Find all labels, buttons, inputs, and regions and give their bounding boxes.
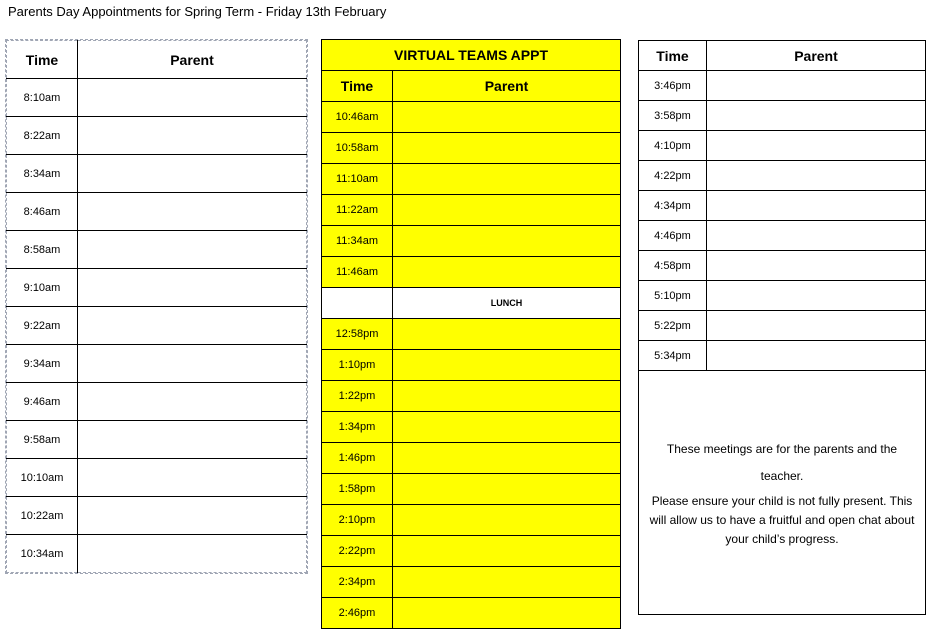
parent-name-cell[interactable] <box>393 102 621 133</box>
table-row <box>7 459 307 497</box>
parent-name-cell[interactable] <box>78 421 307 459</box>
table-row <box>7 383 307 421</box>
table-row <box>7 155 307 193</box>
parent-name-cell[interactable] <box>393 133 621 164</box>
table-row <box>639 161 926 191</box>
table-row <box>322 319 621 350</box>
slot-time: 4:34pm <box>639 191 707 221</box>
parent-name-cell[interactable] <box>393 505 621 536</box>
slot-time: 8:46am <box>7 193 78 231</box>
header-row <box>322 71 621 102</box>
table-row <box>322 381 621 412</box>
morning-schedule-table <box>6 40 307 573</box>
parent-name-cell[interactable] <box>78 231 307 269</box>
note-instructions: Please ensure your child is not fully present. This will allow us to have a fruitful and open chat about your child’s progress. <box>649 494 915 546</box>
parent-name-cell[interactable] <box>393 350 621 381</box>
parent-name-cell[interactable] <box>393 598 621 629</box>
parent-name-cell[interactable] <box>78 383 307 421</box>
slot-time: 8:34am <box>7 155 78 193</box>
parent-name-cell[interactable] <box>707 71 926 101</box>
parent-header: Parent <box>78 41 307 79</box>
slot-time: 1:22pm <box>322 381 393 412</box>
table-row <box>639 251 926 281</box>
slot-time: 4:46pm <box>639 221 707 251</box>
slot-time: 1:10pm <box>322 350 393 381</box>
slot-time: 5:22pm <box>639 311 707 341</box>
parent-name-cell[interactable] <box>78 307 307 345</box>
lunch-row <box>322 288 621 319</box>
parent-name-cell[interactable] <box>78 269 307 307</box>
virtual-teams-banner: VIRTUAL TEAMS APPT <box>322 40 621 71</box>
table-row <box>322 536 621 567</box>
note-cell <box>639 371 926 615</box>
slot-time: 10:58am <box>322 133 393 164</box>
table-row <box>639 311 926 341</box>
time-header: Time <box>322 71 393 102</box>
table-row <box>639 341 926 371</box>
slot-time: 10:46am <box>322 102 393 133</box>
parent-name-cell[interactable] <box>707 281 926 311</box>
slot-time: 9:58am <box>7 421 78 459</box>
virtual-teams-schedule-table <box>321 39 621 629</box>
slot-time: 11:10am <box>322 164 393 195</box>
table-row <box>7 345 307 383</box>
parent-name-cell[interactable] <box>393 381 621 412</box>
parent-name-cell[interactable] <box>707 101 926 131</box>
table-row <box>7 269 307 307</box>
parent-name-cell[interactable] <box>78 497 307 535</box>
header-row <box>639 41 926 71</box>
slot-time: 1:34pm <box>322 412 393 443</box>
table-row <box>322 164 621 195</box>
slot-time: 10:10am <box>7 459 78 497</box>
parent-name-cell[interactable] <box>707 251 926 281</box>
time-header: Time <box>7 41 78 79</box>
parent-name-cell[interactable] <box>707 191 926 221</box>
parent-name-cell[interactable] <box>78 535 307 573</box>
parent-name-cell[interactable] <box>707 311 926 341</box>
slot-time: 2:34pm <box>322 567 393 598</box>
note-audience: These meetings are for the parents and the teacher. <box>666 442 898 483</box>
slot-time: 3:58pm <box>639 101 707 131</box>
slot-time: 11:22am <box>322 195 393 226</box>
table-row <box>639 191 926 221</box>
table-row <box>7 497 307 535</box>
slot-time: 2:22pm <box>322 536 393 567</box>
table-row <box>322 195 621 226</box>
slot-time: 11:46am <box>322 257 393 288</box>
slot-time: 1:46pm <box>322 443 393 474</box>
virtual-slots <box>322 102 621 629</box>
slot-time: 8:10am <box>7 79 78 117</box>
table-row <box>7 421 307 459</box>
table-row <box>322 474 621 505</box>
parent-name-cell[interactable] <box>78 345 307 383</box>
note-row <box>639 371 926 615</box>
slot-time: 8:58am <box>7 231 78 269</box>
table-row <box>7 117 307 155</box>
parent-name-cell[interactable] <box>78 193 307 231</box>
afternoon-slots <box>639 71 926 371</box>
parent-name-cell[interactable] <box>78 459 307 497</box>
slot-time: 9:10am <box>7 269 78 307</box>
parent-name-cell[interactable] <box>393 164 621 195</box>
parent-name-cell[interactable] <box>393 195 621 226</box>
parent-name-cell[interactable] <box>707 341 926 371</box>
slot-time: 9:22am <box>7 307 78 345</box>
banner-row <box>322 40 621 71</box>
slot-time: 8:22am <box>7 117 78 155</box>
table-row <box>7 231 307 269</box>
table-row <box>322 350 621 381</box>
table-row <box>7 307 307 345</box>
document-title: Parents Day Appointments for Spring Term - Friday 13th February <box>8 4 387 19</box>
parent-name-cell[interactable] <box>78 117 307 155</box>
table-row <box>322 102 621 133</box>
parent-name-cell[interactable] <box>707 221 926 251</box>
slot-time: 4:22pm <box>639 161 707 191</box>
parent-header: Parent <box>393 71 621 102</box>
table-row <box>322 505 621 536</box>
parent-name-cell[interactable] <box>707 161 926 191</box>
table-row <box>7 193 307 231</box>
table-row <box>322 257 621 288</box>
lunch-time-cell <box>322 288 393 319</box>
parent-name-cell[interactable] <box>393 474 621 505</box>
header-row <box>7 41 307 79</box>
parent-name-cell[interactable] <box>78 79 307 117</box>
parent-name-cell[interactable] <box>78 155 307 193</box>
slot-time: 4:58pm <box>639 251 707 281</box>
table-row <box>322 567 621 598</box>
table-row <box>322 133 621 164</box>
table-row <box>7 535 307 573</box>
slot-time: 5:10pm <box>639 281 707 311</box>
afternoon-schedule-table <box>638 40 926 615</box>
table-row <box>322 443 621 474</box>
slot-time: 11:34am <box>322 226 393 257</box>
slot-time: 2:10pm <box>322 505 393 536</box>
slot-time: 10:22am <box>7 497 78 535</box>
slot-time: 10:34am <box>7 535 78 573</box>
table-row <box>639 71 926 101</box>
parent-name-cell[interactable] <box>393 319 621 350</box>
morning-slots <box>7 79 307 573</box>
table-row <box>322 412 621 443</box>
table-row <box>7 79 307 117</box>
table-row <box>322 226 621 257</box>
slot-time: 4:10pm <box>639 131 707 161</box>
parent-name-cell[interactable] <box>393 412 621 443</box>
time-header: Time <box>639 41 707 71</box>
slot-time: 9:46am <box>7 383 78 421</box>
slot-time: 1:58pm <box>322 474 393 505</box>
slot-time: 5:34pm <box>639 341 707 371</box>
table-row <box>639 131 926 161</box>
lunch-label: LUNCH <box>393 288 621 319</box>
parent-name-cell[interactable] <box>707 131 926 161</box>
slot-time: 2:46pm <box>322 598 393 629</box>
table-row <box>639 281 926 311</box>
parent-name-cell[interactable] <box>393 226 621 257</box>
slot-time: 12:58pm <box>322 319 393 350</box>
table-row <box>639 221 926 251</box>
table-row <box>639 101 926 131</box>
parent-name-cell[interactable] <box>393 536 621 567</box>
slot-time: 9:34am <box>7 345 78 383</box>
parent-name-cell[interactable] <box>393 257 621 288</box>
parent-name-cell[interactable] <box>393 443 621 474</box>
slot-time: 3:46pm <box>639 71 707 101</box>
table-row <box>322 598 621 629</box>
parent-header: Parent <box>707 41 926 71</box>
parent-name-cell[interactable] <box>393 567 621 598</box>
